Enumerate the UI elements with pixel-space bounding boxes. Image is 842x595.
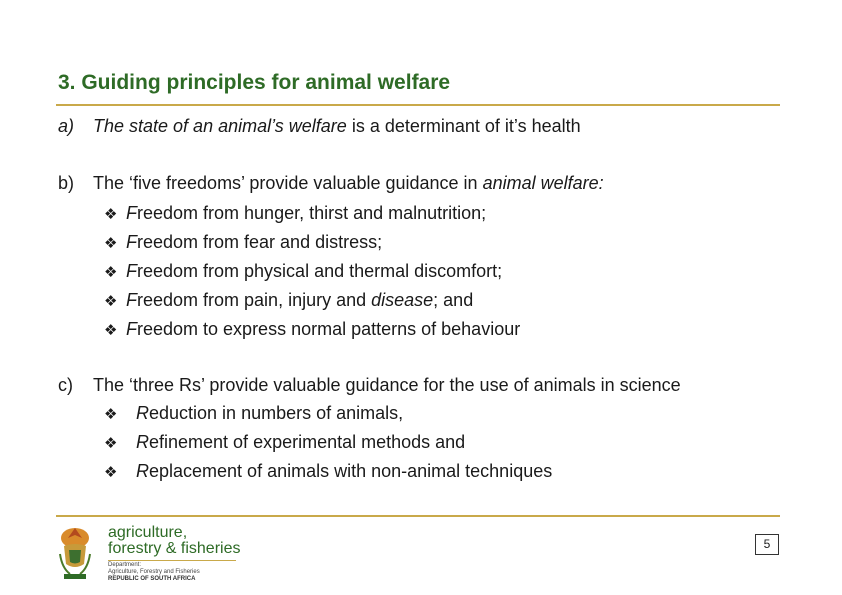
list-item-text-segment: eplacement of animals with non-animal techniques <box>149 461 553 481</box>
para-b-text-segment: The ‘five freedoms’ provide valuable guidance in <box>93 173 483 193</box>
list-item-text <box>126 319 520 339</box>
para-c <box>58 374 681 396</box>
list-item <box>104 318 520 347</box>
logo-line-forestry: forestry & fisheries <box>108 540 241 557</box>
list-item-text <box>126 290 473 310</box>
list-item-text-segment: F <box>126 203 137 223</box>
para-b-text-segment: animal welfare: <box>482 173 604 193</box>
list-item-text <box>126 203 486 223</box>
diamond-bullet-icon: ❖ <box>104 205 118 223</box>
list-item-text-segment: R <box>136 432 149 452</box>
list-item-text-segment: eduction in numbers of animals, <box>149 403 404 423</box>
footer-divider <box>56 515 780 517</box>
list-item-text-segment: F <box>126 319 137 339</box>
para-c-text-segment: The ‘three Rs’ provide valuable guidance for the use of animals in science <box>93 375 681 395</box>
logo-country: REPUBLIC OF SOUTH AFRICA <box>108 576 196 582</box>
coat-of-arms-icon <box>56 524 94 584</box>
list-item <box>104 289 520 318</box>
diamond-bullet-icon: ❖ <box>104 463 118 481</box>
para-a-marker: a) <box>58 116 75 136</box>
dept-label: Department: <box>108 562 142 568</box>
list-item-text-segment: efinement of experimental methods and <box>149 432 466 452</box>
page-number: 5 <box>755 534 779 555</box>
diamond-bullet-icon: ❖ <box>104 234 118 252</box>
list-item-text-segment: reedom to express normal patterns of behaviour <box>137 319 521 339</box>
list-item-text-segment: F <box>126 261 137 281</box>
para-b <box>58 172 604 194</box>
list-item-text-segment: F <box>126 232 137 252</box>
department-logo <box>56 524 256 586</box>
logo-line-agriculture: agriculture, <box>108 524 188 541</box>
list-item-text-segment: reedom from fear and distress; <box>137 232 383 252</box>
logo-separator <box>108 560 236 561</box>
para-b-text <box>93 173 604 193</box>
slide-title: 3. Guiding principles for animal welfare <box>58 71 451 94</box>
diamond-bullet-icon: ❖ <box>104 321 118 339</box>
list-item-text-segment: F <box>126 290 137 310</box>
list-item <box>104 231 520 260</box>
diamond-bullet-icon: ❖ <box>104 434 118 452</box>
para-b-marker: b) <box>58 173 75 193</box>
five-freedoms-list <box>104 202 520 347</box>
para-a-text-segment: The state of an animal’s welfare <box>93 116 347 136</box>
diamond-bullet-icon: ❖ <box>104 263 118 281</box>
para-a-text-segment: is a determinant of it’s health <box>346 116 581 136</box>
list-item <box>104 431 552 460</box>
dept-name: Agriculture, Forestry and Fisheries <box>108 569 200 575</box>
diamond-bullet-icon: ❖ <box>104 405 118 423</box>
list-item <box>104 202 520 231</box>
list-item-text <box>136 403 403 423</box>
para-a-text <box>93 116 581 136</box>
list-item-text-segment: reedom from hunger, thirst and malnutrition; <box>137 203 487 223</box>
para-c-text <box>93 375 681 395</box>
para-c-marker: c) <box>58 375 73 395</box>
list-item-text-segment: R <box>136 403 149 423</box>
list-item-text <box>126 261 502 281</box>
para-a <box>58 115 581 137</box>
logo-department <box>108 562 200 576</box>
list-item <box>104 260 520 289</box>
list-item-text <box>136 432 465 452</box>
list-item <box>104 402 552 431</box>
list-item-text-segment: reedom from physical and thermal discomfort; <box>137 261 503 281</box>
three-rs-list <box>104 402 552 489</box>
list-item <box>104 460 552 489</box>
list-item-text-segment: R <box>136 461 149 481</box>
list-item-text-segment: disease <box>371 290 434 310</box>
title-divider <box>56 104 780 106</box>
list-item-text-segment: ; and <box>433 290 474 310</box>
list-item-text-segment: reedom from pain, injury and <box>137 290 372 310</box>
diamond-bullet-icon: ❖ <box>104 292 118 310</box>
list-item-text <box>126 232 382 252</box>
list-item-text <box>136 461 552 481</box>
